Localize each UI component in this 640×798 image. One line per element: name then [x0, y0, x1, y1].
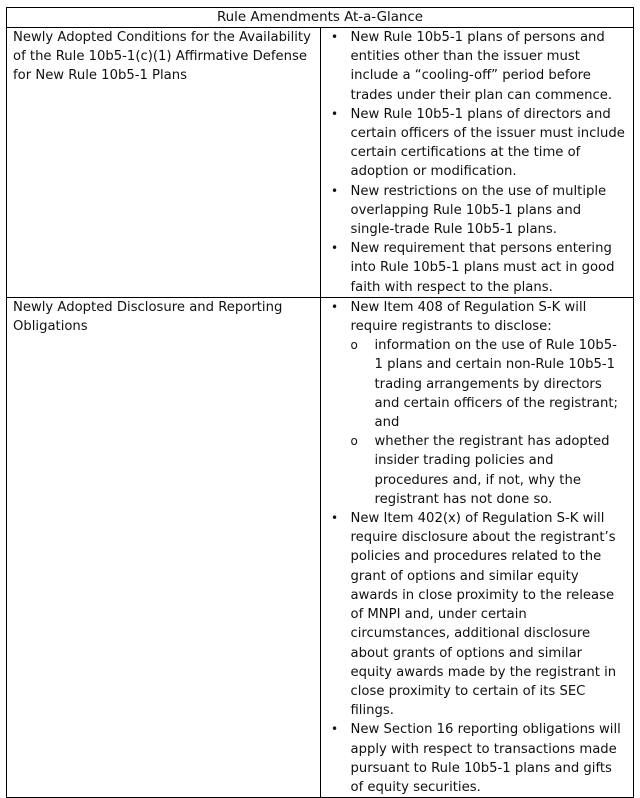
list-item: [321, 182, 626, 240]
sub-list-item: [351, 336, 626, 432]
list-item-text: New Section 16 reporting obligations will apply with respect to transactions made pursuant to Rule 10b5-1 plans and gifts of equity securities.: [350, 722, 621, 795]
bullet-icon: •: [330, 106, 339, 121]
row-label: Newly Adopted Conditions for the Availability of the Rule 10b5-1(c)(1) Affirmative Defense for New Rule 10b5-1 Plans: [13, 30, 311, 84]
bullet-icon: •: [330, 511, 339, 526]
sub-list: [351, 336, 626, 509]
list-item: [321, 105, 626, 182]
bullet-list: [321, 298, 634, 797]
bullet-icon: •: [330, 241, 339, 256]
row-label: Newly Adopted Disclosure and Reporting Obligations: [13, 299, 283, 335]
list-item-text: New Rule 10b5-1 plans of directors and certain officers of the issuer must include certain certifications at the time of adoption or modification.: [350, 106, 625, 180]
list-item: [321, 509, 626, 720]
list-item: [321, 720, 626, 797]
row-label-cell: [7, 28, 321, 298]
list-item-text: New Rule 10b5-1 plans of persons and entities other than the issuer must include a “cooling-off” period before trades under their plan can commence.: [350, 30, 613, 103]
bullet-icon: •: [330, 183, 339, 198]
bullet-icon: •: [330, 30, 339, 44]
sub-list-item: [351, 432, 626, 509]
sub-list-item-text: information on the use of Rule 10b5-1 plans and certain non-Rule 10b5-1 trading arrangements by directors and certain officers of the registrant; and: [374, 338, 618, 431]
row-items-cell: [320, 28, 634, 298]
list-item-text: New requirement that persons entering into Rule 10b5-1 plans must act in good faith with respect to the plans.: [350, 241, 615, 295]
list-item-text: New Item 402(x) of Regulation S-K will require disclosure about the registrant’s policies and procedures related to the grant of options and similar equity awards in close proximity to the release of MNPI and, under certain circumstances, additional disclosure about grants of options and similar equity awards made by the registrant in close proximity to certain of its SEC filings.: [350, 511, 617, 719]
bullet-icon: •: [330, 299, 339, 314]
table-row: [7, 28, 634, 298]
rule-amendments-table: [6, 7, 634, 798]
list-item: [321, 298, 626, 509]
list-item: [321, 28, 626, 105]
list-item: [321, 239, 626, 297]
circle-bullet-icon: o: [350, 434, 358, 449]
sub-list-item-text: whether the registrant has adopted insider trading policies and procedures and, if not, why the registrant has not done so.: [374, 434, 610, 507]
list-item-text: New restrictions on the use of multiple overlapping Rule 10b5-1 plans and single-trade Rule 10b5-1 plans.: [350, 183, 607, 238]
list-item-text: New Item 408 of Regulation S-K will require registrants to disclose:: [350, 299, 587, 335]
bullet-list: [321, 28, 634, 297]
table-title: Rule Amendments At-a-Glance: [7, 8, 634, 28]
table-row: [7, 297, 634, 797]
circle-bullet-icon: o: [350, 338, 358, 353]
bullet-icon: •: [330, 722, 339, 737]
table-title-row: [7, 8, 634, 28]
row-label-cell: [7, 297, 321, 797]
row-items-cell: [320, 297, 634, 797]
